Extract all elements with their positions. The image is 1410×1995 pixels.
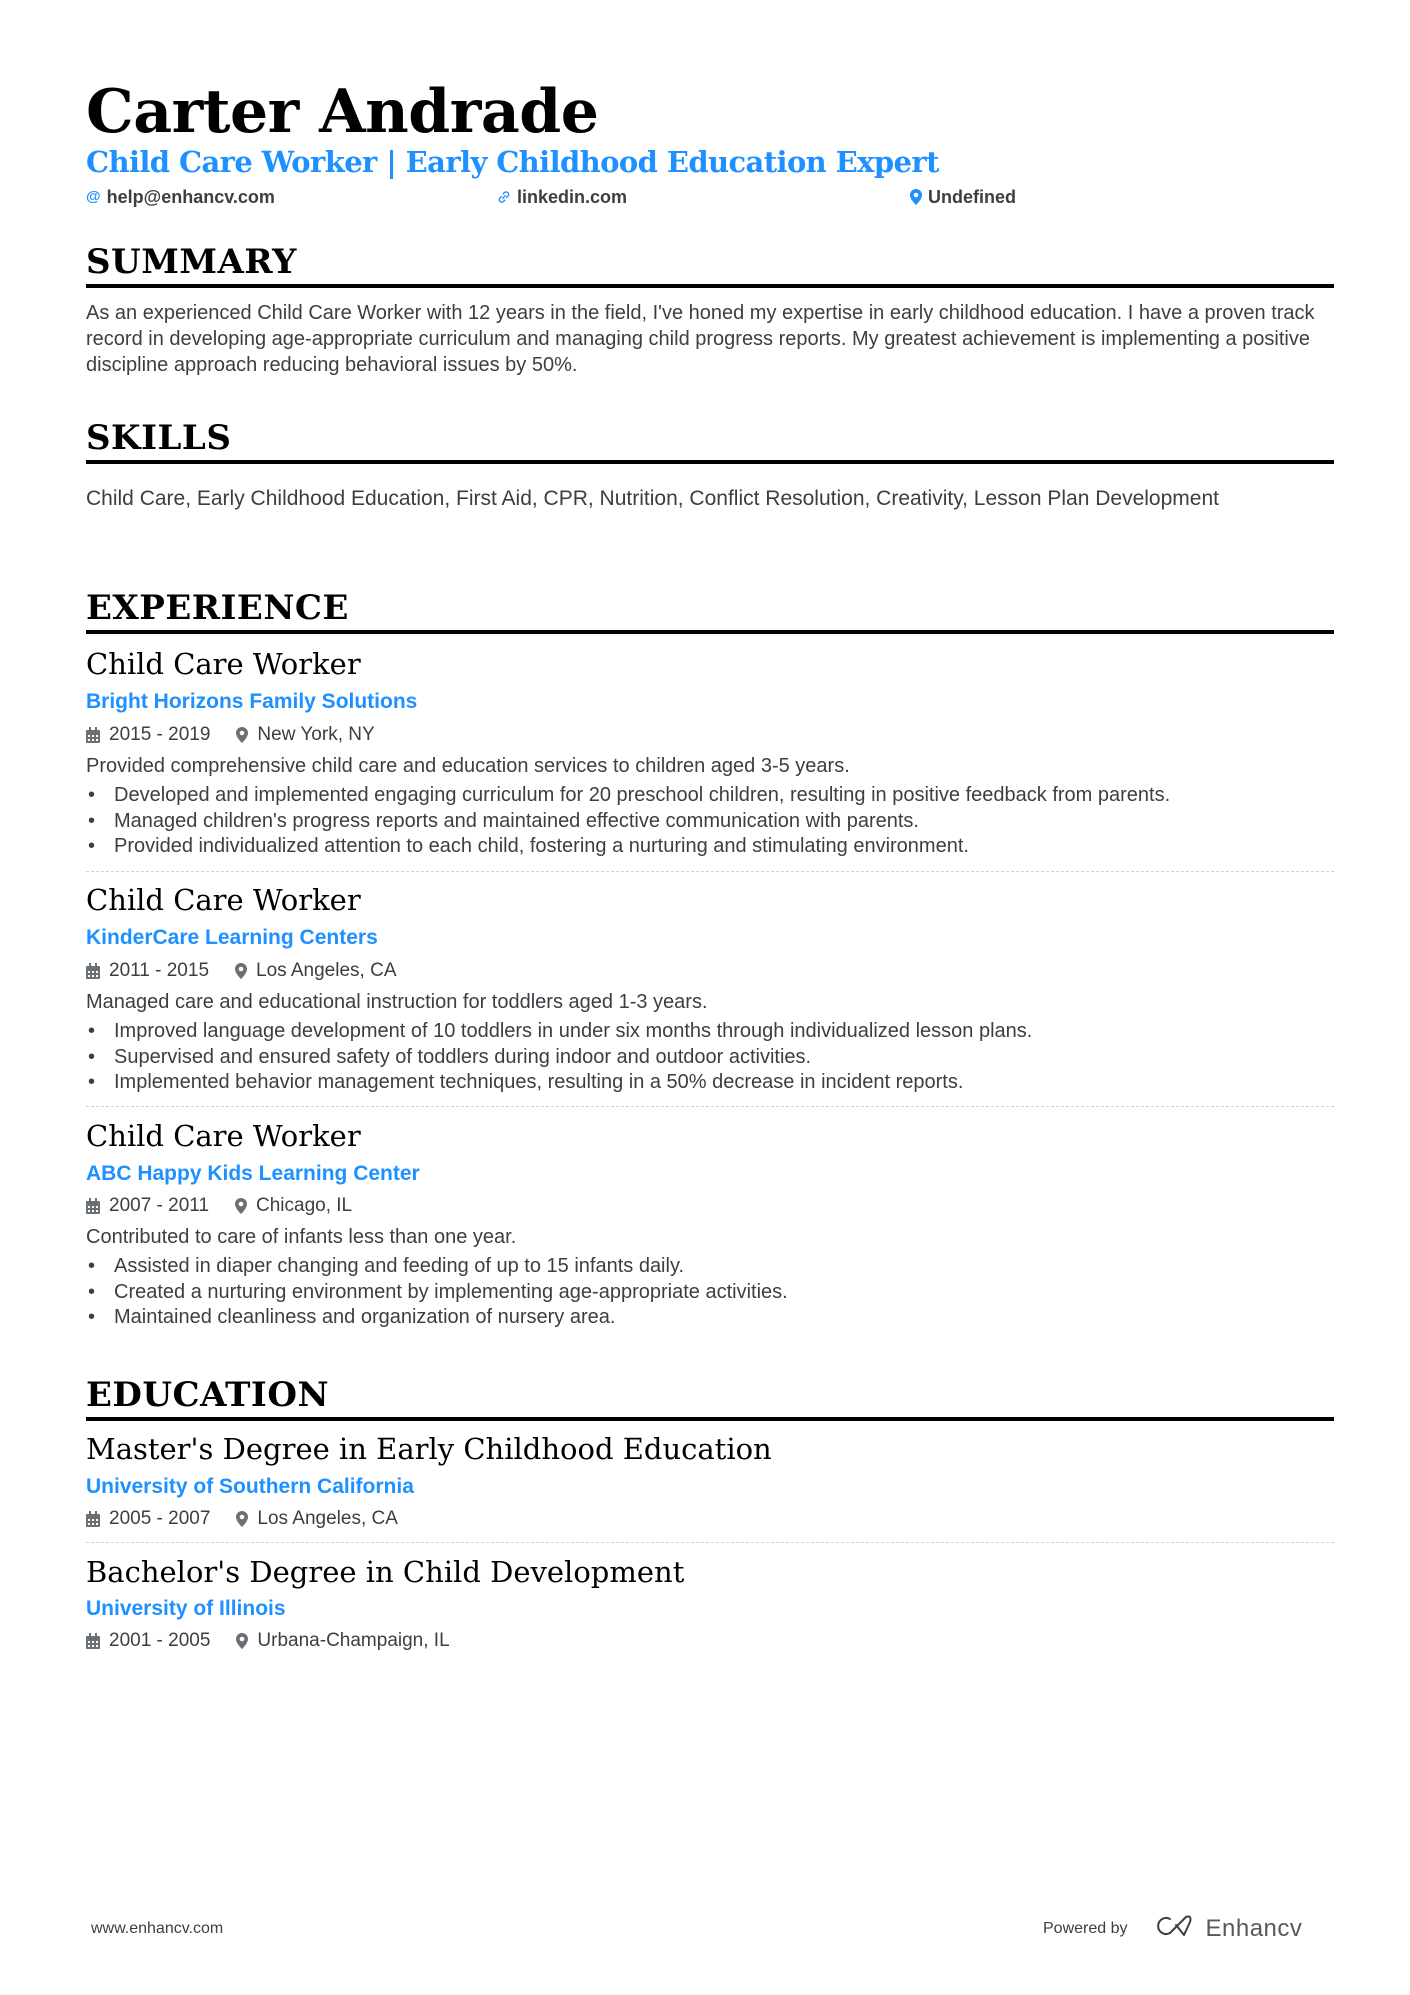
degree-title: Master's Degree in Early Childhood Education: [86, 1432, 772, 1466]
bullet-item: • Managed children's progress reports and maintained effective communication with parents.: [86, 809, 1170, 835]
job-description: Contributed to care of infants less than one year.: [86, 1226, 517, 1248]
education-section-header: [86, 1375, 1334, 1421]
candidate-headline: Child Care Worker | Early Childhood Education Expert: [86, 145, 939, 179]
section-divider: [86, 1417, 1334, 1421]
job-location: Los Angeles, CA: [256, 960, 397, 981]
email-text: help@enhancv.com: [106, 187, 275, 207]
job-bullets: [86, 1019, 1032, 1096]
degree-title: Bachelor's Degree in Child Development: [86, 1555, 685, 1589]
experience-section-header: [86, 588, 1334, 634]
experience-heading: EXPERIENCE: [86, 588, 349, 628]
job-description: Managed care and educational instruction for toddlers aged 1-3 years.: [86, 991, 708, 1013]
education-dates: 2001 - 2005: [109, 1630, 211, 1651]
location-text: Undefined: [928, 187, 1016, 207]
entry-divider: [86, 1106, 1334, 1107]
education-location: Urbana-Champaign, IL: [257, 1630, 450, 1651]
job-dates: 2015 - 2019: [109, 724, 211, 745]
skills-text: Child Care, Early Childhood Education, First Aid, CPR, Nutrition, Conflict Resolution, Creativity, Lesson Plan Development: [86, 487, 1219, 510]
at-icon: @: [86, 188, 101, 205]
job-dates: 2011 - 2015: [109, 960, 210, 981]
entry-divider: [86, 1542, 1334, 1543]
enhancv-logo-icon: [1152, 1913, 1198, 1944]
bullet-item: • Developed and implemented engaging curriculum for 20 preschool children, resulting in positive feedback from parents.: [86, 783, 1170, 809]
linkedin-text: linkedin.com: [517, 187, 628, 207]
contact-email[interactable]: [86, 185, 275, 209]
summary-section-header: [86, 242, 1334, 288]
location-pin-icon: [235, 1198, 247, 1214]
calendar-icon: [86, 1511, 100, 1527]
education-location: Los Angeles, CA: [257, 1508, 398, 1529]
footer-website-link[interactable]: www.enhancv.com: [91, 1920, 224, 1937]
contact-linkedin[interactable]: [497, 185, 627, 209]
job-bullets: [86, 1254, 788, 1331]
calendar-icon: [86, 727, 100, 743]
company-name: KinderCare Learning Centers: [86, 926, 378, 949]
powered-by-label: Powered by: [1043, 1919, 1128, 1937]
summary-heading: SUMMARY: [86, 242, 297, 282]
job-location: New York, NY: [257, 724, 375, 745]
section-divider: [86, 630, 1334, 634]
job-bullets: [86, 783, 1170, 860]
location-pin-icon: [236, 1511, 248, 1527]
section-divider: [86, 284, 1334, 288]
bullet-item: • Provided individualized attention to each child, fostering a nurturing and stimulating environment.: [86, 834, 1170, 860]
job-title: Child Care Worker: [86, 883, 361, 917]
section-divider: [86, 460, 1334, 464]
bullet-item: • Maintained cleanliness and organization of nursery area.: [86, 1305, 788, 1331]
job-title: Child Care Worker: [86, 647, 361, 681]
summary-text: As an experienced Child Care Worker with 12 years in the field, I've honed my expertise in early childhood education. I have a proven track record in developing age-appropriate curriculum and managing child progress reports. My greatest achievement is implementing a positive discipline approach reducing behavioral issues by 50%.: [86, 302, 1315, 376]
link-icon: [497, 190, 511, 204]
skills-section-header: [86, 418, 1334, 464]
job-meta: [86, 1193, 352, 1219]
job-title: Child Care Worker: [86, 1119, 361, 1153]
bullet-item: • Improved language development of 10 toddlers in under six months through individualized lesson plans.: [86, 1019, 1032, 1045]
calendar-icon: [86, 963, 100, 979]
job-meta: [86, 722, 375, 748]
education-meta: [86, 1628, 450, 1654]
education-meta: [86, 1506, 398, 1532]
skills-heading: SKILLS: [86, 418, 232, 458]
location-pin-icon: [235, 963, 247, 979]
footer-powered-by[interactable]: [1043, 1913, 1302, 1944]
calendar-icon: [86, 1198, 100, 1214]
job-meta: [86, 958, 397, 984]
bullet-item: • Assisted in diaper changing and feeding of up to 15 infants daily.: [86, 1254, 788, 1280]
job-dates: 2007 - 2011: [109, 1195, 210, 1216]
contact-location: [910, 185, 1016, 209]
education-dates: 2005 - 2007: [109, 1508, 211, 1529]
location-pin-icon: [236, 1633, 248, 1649]
bullet-item: • Supervised and ensured safety of toddlers during indoor and outdoor activities.: [86, 1045, 1032, 1071]
contact-bar: [86, 185, 1334, 209]
enhancv-brand-text: Enhancv: [1205, 1914, 1303, 1942]
education-heading: EDUCATION: [86, 1375, 330, 1415]
location-pin-icon: [236, 727, 248, 743]
calendar-icon: [86, 1633, 100, 1649]
job-location: Chicago, IL: [256, 1195, 353, 1216]
location-pin-icon: [910, 189, 922, 205]
candidate-name: Carter Andrade: [86, 77, 599, 147]
bullet-item: • Created a nurturing environment by implementing age-appropriate activities.: [86, 1280, 788, 1306]
entry-divider: [86, 871, 1334, 872]
school-name: University of Southern California: [86, 1475, 414, 1498]
bullet-item: • Implemented behavior management techniques, resulting in a 50% decrease in incident reports.: [86, 1070, 1032, 1096]
company-name: Bright Horizons Family Solutions: [86, 690, 418, 713]
company-name: ABC Happy Kids Learning Center: [86, 1162, 420, 1185]
school-name: University of Illinois: [86, 1597, 286, 1620]
job-description: Provided comprehensive child care and education services to children aged 3-5 years.: [86, 755, 850, 777]
